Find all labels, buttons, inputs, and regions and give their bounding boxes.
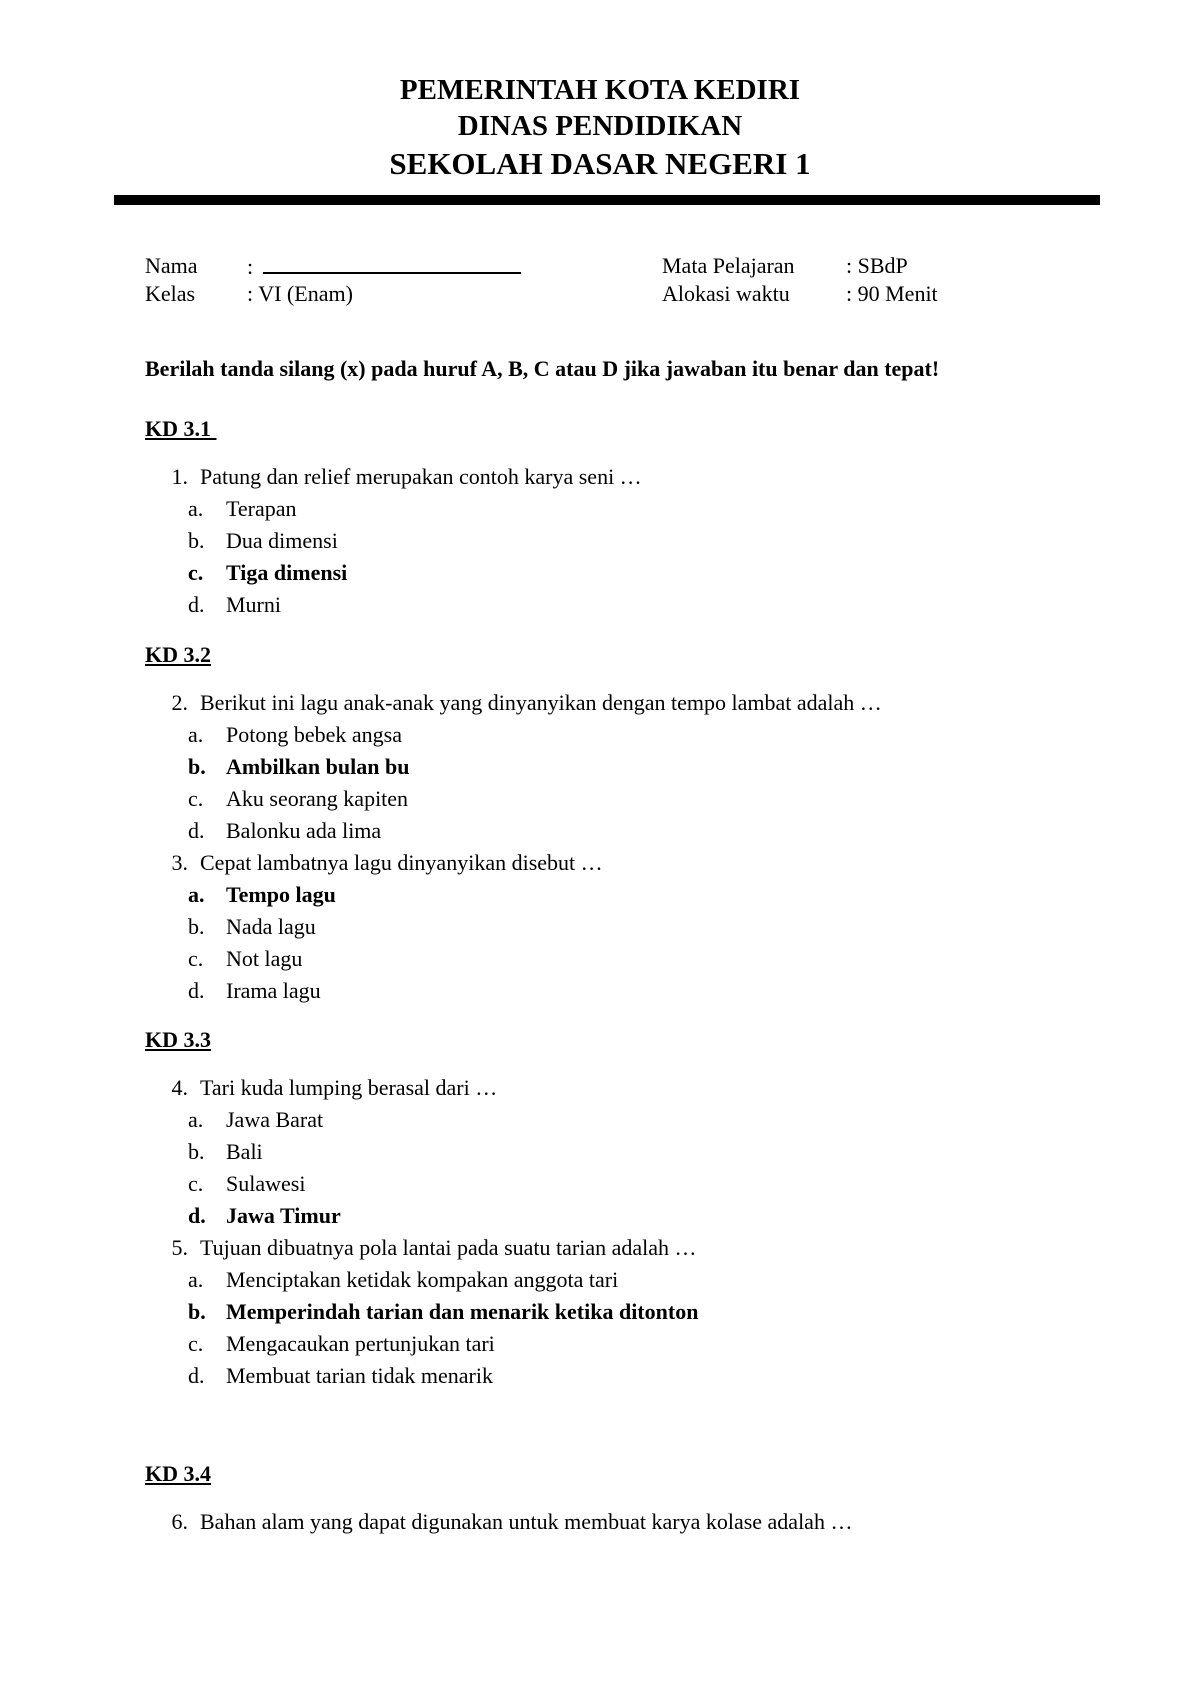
nama-label: Nama — [145, 253, 198, 278]
question-number: 4. — [171, 1075, 188, 1100]
question-text: Tujuan dibuatnya pola lantai pada suatu tarian adalah … — [200, 1235, 697, 1260]
question-number: 6. — [171, 1509, 188, 1534]
kelas-value: : VI (Enam) — [247, 281, 353, 306]
nama-blank-line[interactable] — [263, 252, 521, 274]
question-4 — [145, 1074, 497, 1102]
question-1 — [145, 463, 642, 491]
nama-field[interactable]: : — [247, 252, 521, 281]
option-2d[interactable]: d. Balonku ada lima — [188, 818, 382, 843]
option-5c[interactable]: c. Mengacaukan pertunjukan tari — [188, 1331, 495, 1356]
option-1a[interactable]: a. Terapan — [188, 496, 297, 521]
option-2c[interactable]: c. Aku seorang kapiten — [188, 786, 409, 811]
section-heading-kd34: KD 3.4 — [145, 1461, 211, 1486]
question-5 — [145, 1234, 697, 1262]
option-3a-correct[interactable]: a. Tempo lagu — [188, 882, 336, 907]
document-header — [0, 72, 1200, 183]
question-number: 3. — [171, 850, 188, 875]
waktu-label: Alokasi waktu — [662, 281, 790, 306]
waktu-value: : 90 Menit — [846, 281, 938, 306]
option-1b[interactable]: b. Dua dimensi — [188, 528, 338, 553]
option-2a[interactable]: a. Potong bebek angsa — [188, 722, 402, 747]
question-number: 2. — [171, 690, 188, 715]
question-3 — [145, 849, 603, 877]
option-5a[interactable]: a. Menciptakan ketidak kompakan anggota tari — [188, 1267, 619, 1292]
header-divider — [114, 195, 1100, 205]
option-3d[interactable]: d. Irama lagu — [188, 978, 321, 1003]
option-4d-correct[interactable]: d. Jawa Timur — [188, 1203, 341, 1228]
section-heading-kd33: KD 3.3 — [145, 1027, 211, 1052]
section-heading-kd32: KD 3.2 — [145, 642, 211, 667]
option-3c[interactable]: c. Not lagu — [188, 946, 303, 971]
header-school: SEKOLAH DASAR NEGERI 1 — [389, 146, 811, 181]
option-5d[interactable]: d. Membuat tarian tidak menarik — [188, 1363, 493, 1388]
question-text: Tari kuda lumping berasal dari … — [200, 1075, 498, 1100]
option-1c-correct[interactable]: c. Tiga dimensi — [188, 560, 348, 585]
header-government: PEMERINTAH KOTA KEDIRI — [399, 74, 801, 106]
option-1d[interactable]: d. Murni — [188, 592, 281, 617]
mapel-value: : SBdP — [846, 253, 908, 278]
header-agency: DINAS PENDIDIKAN — [457, 110, 743, 142]
section-heading-kd31: KD 3.1 — [145, 416, 217, 441]
option-2b-correct[interactable]: b. Ambilkan bulan bu — [188, 754, 410, 779]
question-text: Berikut ini lagu anak-anak yang dinyanyikan dengan tempo lambat adalah … — [200, 690, 882, 715]
mapel-label: Mata Pelajaran — [662, 253, 795, 278]
question-2 — [145, 689, 882, 717]
question-6 — [145, 1508, 852, 1536]
question-text: Patung dan relief merupakan contoh karya seni … — [200, 464, 642, 489]
option-4c[interactable]: c. Sulawesi — [188, 1171, 306, 1196]
instruction-text: Berilah tanda silang (x) pada huruf A, B, C atau D jika jawaban itu benar dan tepat! — [145, 356, 940, 381]
question-text: Cepat lambatnya lagu dinyanyikan disebut … — [200, 850, 603, 875]
question-text: Bahan alam yang dapat digunakan untuk membuat karya kolase adalah … — [200, 1509, 853, 1534]
question-number: 1. — [171, 464, 188, 489]
option-5b-correct[interactable]: b. Memperindah tarian dan menarik ketika ditonton — [188, 1299, 699, 1324]
option-4a[interactable]: a. Jawa Barat — [188, 1107, 324, 1132]
option-4b[interactable]: b. Bali — [188, 1139, 263, 1164]
option-3b[interactable]: b. Nada lagu — [188, 914, 316, 939]
kelas-label: Kelas — [145, 281, 196, 306]
question-number: 5. — [171, 1235, 188, 1260]
